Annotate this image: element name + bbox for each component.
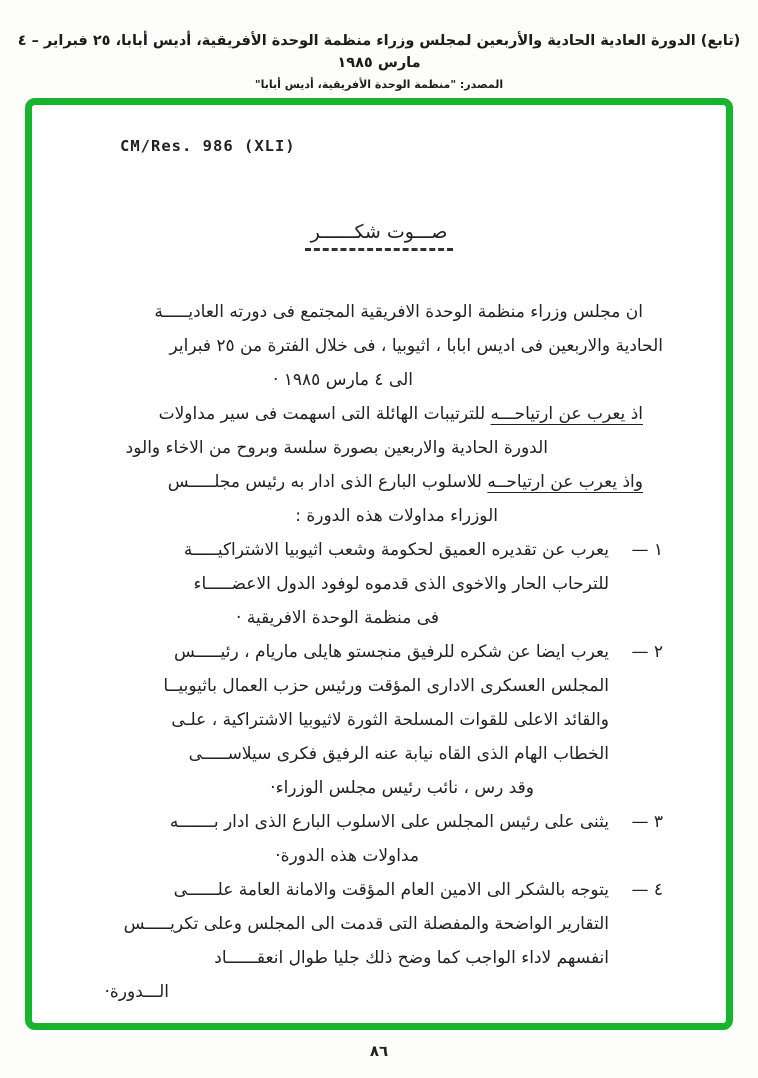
item-line: يتوجه بالشكر الى الامين العام المؤقت والامانة العامة علــــــى (173, 880, 609, 900)
para-line: الدورة الحادية والاربعين بصورة سلسة وبروح من الاخاء والود (125, 438, 548, 458)
operative-item-1 (72, 533, 663, 635)
item-number: ٣ — (631, 812, 663, 832)
item-line: يعرب عن تقديره العميق لحكومة وشعب اثيوبيا الاشتراكيـــــة (183, 540, 609, 560)
operative-item-2 (72, 635, 663, 805)
para-line: الحادية والاربعين فى اديس ابابا ، اثيوبيا ، فى خلال الفترة من ٢٥ فبراير (169, 336, 663, 356)
item-line: انفسهم لاداء الواجب كما وضح ذلك جليا طوال انعقــــــاد (214, 948, 609, 968)
title-block (32, 221, 726, 251)
item-number: ٤ — (631, 880, 663, 900)
item-line: الخطاب الهام الذى القاه نيابة عنه الرفيق فكرى سيلاســـــى (188, 744, 609, 764)
para-line-rest: للاسلوب البارع الذى ادار به رئيس مجلـــــس (167, 472, 488, 492)
item-number: ١ — (631, 540, 663, 560)
item-text (72, 805, 609, 873)
resolution-title: صـــوت شكــــــر (310, 221, 448, 243)
operative-item-4 (72, 873, 663, 1009)
title-dashed-underline (305, 248, 453, 251)
item-line: مداولات هذه الدورة· (275, 846, 419, 866)
item-text (72, 873, 609, 1009)
top-caption (0, 30, 758, 91)
item-line: الـــدورة· (104, 982, 169, 1002)
item-line: فى منظمة الوحدة الافريقية · (236, 608, 439, 628)
para-line: الوزراء مداولات هذه الدورة : (295, 506, 498, 526)
page-number: ٨٦ (369, 1042, 389, 1060)
item-line: التقارير الواضحة والمفصلة التى قدمت الى المجلس وعلى تكريـــــس (123, 914, 609, 934)
operative-item-3 (72, 805, 663, 873)
preamble-paragraph-2 (72, 397, 663, 465)
item-line: والقائد الاعلى للقوات المسلحة الثورة لاثيوبيا الاشتراكية ، علـى (171, 710, 609, 730)
underlined-lead-phrase: واذ يعرب عن ارتياحــه (487, 472, 643, 492)
para-line (72, 397, 663, 431)
item-line: يثنى على رئيس المجلس على الاسلوب البارع الذى ادار بـــــــه (169, 812, 609, 832)
item-number: ٢ — (631, 642, 663, 662)
item-text (72, 533, 609, 635)
preamble-paragraph-3 (72, 465, 663, 533)
preamble-paragraph-1 (72, 295, 663, 397)
scan-highlight-frame (25, 98, 733, 1030)
item-line: يعرب ايضا عن شكره للرفيق منجستو هايلى ماريام ، رئيـــــس (174, 642, 609, 662)
item-line: وقد رس ، نائب رئيس مجلس الوزراء· (270, 778, 534, 798)
para-line-rest: للترتيبات الهائلة التى اسهمت فى سير مداولات (158, 404, 491, 424)
item-line: للترحاب الحار والاخوى الذى قدموه لوفود الدول الاعضـــــاء (193, 574, 609, 594)
caption-source-line: المصدر: "منظمة الوحدة الأفريقية، أديس أبابا" (254, 78, 504, 91)
item-line: المجلس العسكرى الادارى المؤقت ورئيس حزب العمال باثيوبيــا (163, 676, 609, 696)
resolution-reference: CM/Res. 986 (XLI) (120, 137, 296, 155)
caption-session-line: (تابع) الدورة العادية الحادية والأربعين لمجلس وزراء منظمة الوحدة الأفريقية، أديس أبابا، ٢٥ فبراير – ٤ مارس ١٩٨٥ (17, 33, 741, 71)
item-text (72, 635, 609, 805)
underlined-lead-phrase: اذ يعرب عن ارتياحـــه (490, 404, 643, 424)
para-line: الى ٤ مارس ١٩٨٥ · (272, 370, 413, 390)
resolution-body (72, 295, 663, 1009)
para-line: ان مجلس وزراء منظمة الوحدة الافريقية المجتمع فى دورته العاديـــــة (154, 302, 643, 322)
para-line (72, 465, 663, 499)
